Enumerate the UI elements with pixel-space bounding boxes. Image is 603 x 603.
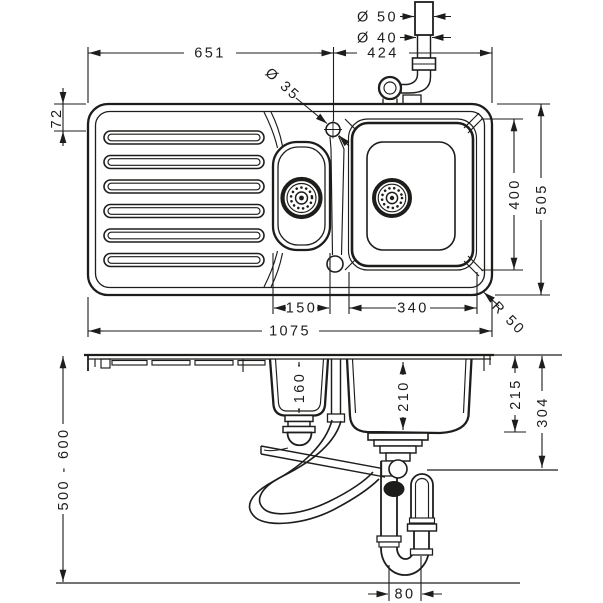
small-bowl-drain: [283, 179, 321, 217]
main-bowl-depth-label: 210: [396, 380, 412, 412]
overflow-standpipe: [328, 359, 345, 422]
top-view: [49, 2, 550, 340]
p-trap: [377, 460, 558, 575]
sink-inner-rim: [96, 112, 485, 288]
drainer-width-label: 651: [194, 45, 226, 62]
dim-trap-offset: [368, 556, 442, 603]
dim-drain-outlet-height: [534, 356, 551, 468]
bowl-length-label: 400: [507, 178, 523, 210]
main-bowl-width-label: 340: [397, 300, 429, 317]
dim-main-bowl-depth: [395, 362, 412, 430]
small-bowl-width-label: 150: [285, 300, 318, 317]
pipe-inner-dia-label: Ø 40: [356, 30, 398, 47]
rim-to-drainer-label: 72: [49, 107, 65, 129]
dim-small-bowl-width: [273, 253, 330, 317]
overall-depth-label: 505: [534, 183, 550, 215]
small-bowl-depth-label: 160: [292, 371, 308, 404]
bowl-section-width-label: 424: [367, 45, 399, 62]
main-bowl-drain: [374, 180, 410, 216]
drainboard-ribs: [104, 131, 264, 267]
main-bowl: [349, 119, 477, 270]
small-bowl-drain-profile: [283, 416, 315, 446]
dim-rim-to-drainer: [49, 88, 86, 146]
drain-outlet-height-label: 304: [535, 396, 551, 428]
dim-install-height: [55, 356, 73, 582]
dim-pipe-outer-dia: [357, 10, 451, 26]
tap-hole-dia-label: Ø 35: [261, 65, 303, 105]
rim-profile-details: [88, 355, 490, 372]
main-bowl-drain-profile: [368, 433, 428, 461]
trap-offset-label: 80: [394, 586, 416, 603]
connection-pipe: [261, 446, 385, 477]
overall-width-label: 1075: [269, 323, 311, 340]
overflow-knob-hole: [327, 256, 343, 272]
dim-small-bowl-depth: [291, 362, 308, 413]
dim-corner-radius: [484, 293, 528, 339]
side-view: [55, 355, 563, 603]
hose-clamp: [384, 481, 405, 497]
pipe-outer-dia-label: Ø 50: [356, 9, 398, 26]
dim-pipe-inner-dia: [357, 31, 451, 47]
install-height-label: 500 - 600: [56, 427, 72, 511]
dim-bowl-length: [481, 119, 523, 270]
corner-radius-label: R 50: [488, 298, 529, 339]
underside-clearance-label: 215: [508, 378, 524, 410]
dim-underside-clearance: [504, 356, 526, 432]
